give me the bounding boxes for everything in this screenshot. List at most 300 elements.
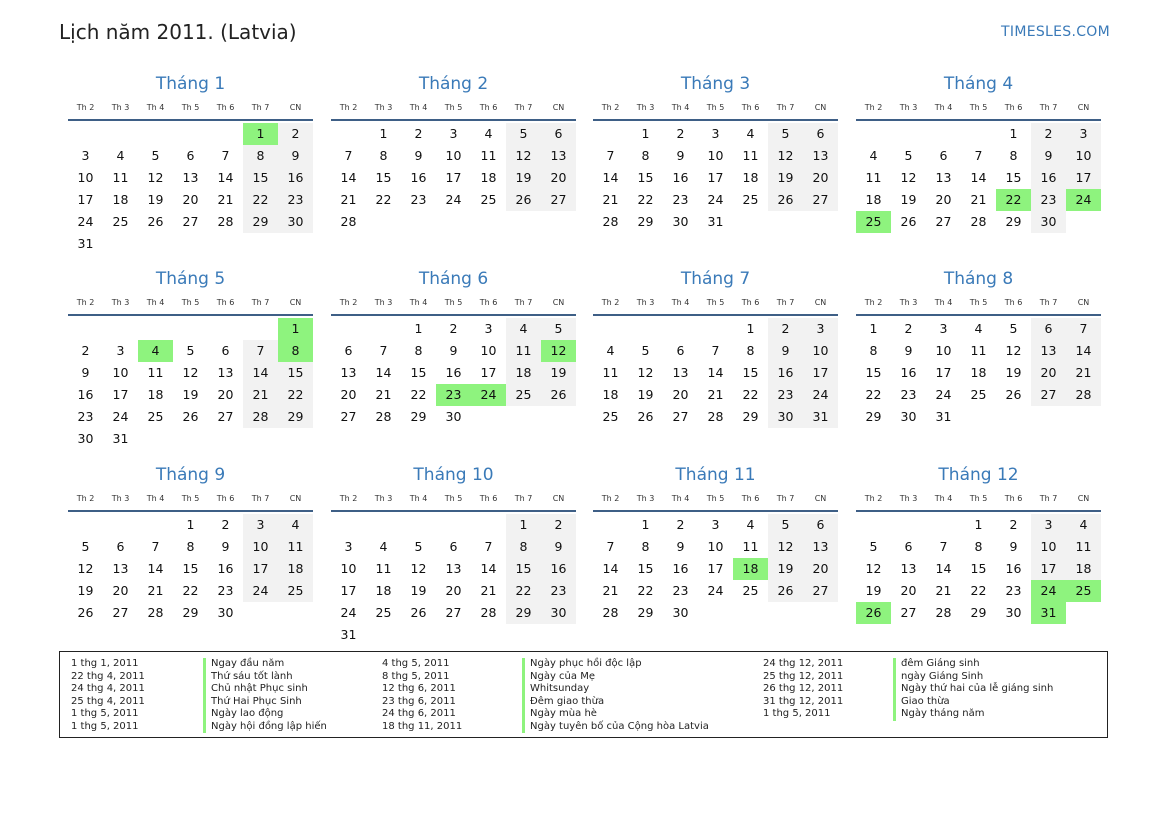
day-cell: 18 (865, 192, 882, 207)
day-cell: 5 (904, 148, 913, 163)
day-cell: 13 (182, 170, 199, 185)
weekday-label: Th 3 (374, 298, 393, 307)
day-cell: 10 (707, 539, 724, 554)
day-cell: 6 (449, 539, 458, 554)
day-cell: 23 (77, 409, 94, 424)
weekday-label: Th 4 (934, 103, 953, 112)
day-cell: 15 (637, 561, 654, 576)
month-1 (68, 72, 313, 255)
month-5 (68, 267, 313, 450)
empty-cell (926, 514, 961, 536)
day-cell: 9 (904, 343, 913, 358)
day-cell: 12 (147, 170, 164, 185)
day-cell: 28 (340, 214, 357, 229)
day-cell: 4 (974, 321, 983, 336)
day-cell: 23 (672, 192, 689, 207)
day-cell: 21 (243, 384, 278, 406)
day-cell: 6 (221, 343, 230, 358)
holiday-day-cell: 24 (1066, 189, 1101, 211)
day-cell: 21 (340, 192, 357, 207)
day-cell: 10 (445, 148, 462, 163)
empty-cell (401, 514, 436, 536)
weekday-label: Th 4 (934, 298, 953, 307)
day-cell: 17 (1031, 558, 1066, 580)
day-cell: 2 (1031, 123, 1066, 145)
day-cell: 30 (1005, 605, 1022, 620)
day-cell: 18 (970, 365, 987, 380)
day-cell: 30 (900, 409, 917, 424)
day-cell: 21 (935, 583, 952, 598)
day-cell: 1 (641, 126, 650, 141)
day-cell: 8 (1009, 148, 1018, 163)
weekday-label: Th 3 (899, 103, 918, 112)
day-cell: 14 (340, 170, 357, 185)
legend-holiday-name: Whitsunday (522, 683, 709, 696)
day-cell: 21 (147, 583, 164, 598)
day-cell: 22 (970, 583, 987, 598)
day-cell: 26 (900, 214, 917, 229)
day-cell: 28 (707, 409, 724, 424)
day-cell: 12 (506, 145, 541, 167)
day-cell: 2 (81, 343, 90, 358)
day-cell: 5 (186, 343, 195, 358)
day-cell: 4 (506, 318, 541, 340)
day-cell: 4 (379, 539, 388, 554)
day-cell: 24 (935, 387, 952, 402)
day-cell: 22 (410, 387, 427, 402)
day-cell: 17 (935, 365, 952, 380)
legend-names-col-3 (893, 658, 1053, 721)
legend-holiday-date: 24 thg 12, 2011 (763, 658, 844, 669)
day-cell: 18 (112, 192, 129, 207)
day-cell: 6 (803, 123, 838, 145)
day-cell: 9 (676, 539, 685, 554)
holiday-day-cell: 25 (1066, 580, 1101, 602)
weekday-header (68, 291, 313, 316)
day-cell: 12 (865, 561, 882, 576)
empty-cell (593, 318, 628, 340)
weekday-header (331, 96, 576, 121)
day-cell: 7 (344, 148, 353, 163)
day-cell: 30 (217, 605, 234, 620)
legend-holiday-date: 18 thg 11, 2011 (382, 720, 463, 732)
weekday-label: Th 5 (969, 494, 988, 503)
day-cell: 19 (182, 387, 199, 402)
weekday-label: Th 5 (181, 103, 200, 112)
month-7 (593, 267, 838, 428)
weekday-header (68, 96, 313, 121)
weekday-header (593, 291, 838, 316)
day-cell: 24 (445, 192, 462, 207)
day-cell: 11 (375, 561, 392, 576)
day-cell: 8 (746, 343, 755, 358)
day-cell: 8 (186, 539, 195, 554)
day-cell: 19 (1005, 365, 1022, 380)
day-cell: 11 (742, 539, 759, 554)
weekday-label: Th 3 (111, 494, 130, 503)
legend-holiday-name: Ngày lao động (203, 708, 327, 721)
empty-cell (891, 123, 926, 145)
day-cell: 28 (243, 406, 278, 428)
day-cell: 16 (77, 387, 94, 402)
day-cell: 13 (672, 365, 689, 380)
empty-cell (68, 318, 103, 340)
weekday-label: Th 4 (671, 103, 690, 112)
day-cell: 8 (243, 145, 278, 167)
weekday-label: Th 4 (146, 103, 165, 112)
day-cell: 26 (637, 409, 654, 424)
day-cell: 27 (182, 214, 199, 229)
month-title: Tháng 3 (680, 74, 751, 94)
empty-cell (856, 123, 891, 145)
weekday-label: Th 2 (864, 103, 883, 112)
weekday-label: Th 7 (776, 103, 795, 112)
day-cell: 3 (711, 126, 720, 141)
weekday-label: Th 5 (181, 494, 200, 503)
day-cell: 31 (707, 214, 724, 229)
legend-holiday-name: Ngày tháng năm (893, 708, 1053, 721)
day-cell: 6 (904, 539, 913, 554)
day-cell: 29 (278, 406, 313, 428)
weekday-label: CN (552, 103, 565, 112)
day-grid (593, 123, 838, 233)
day-cell: 21 (602, 583, 619, 598)
day-cell: 17 (707, 561, 724, 576)
day-cell: 17 (112, 387, 129, 402)
day-cell: 20 (803, 558, 838, 580)
empty-cell (68, 123, 103, 145)
day-cell: 7 (243, 340, 278, 362)
day-cell: 5 (768, 123, 803, 145)
weekday-label: Th 6 (741, 494, 760, 503)
legend-holiday-name: Ngày thứ hai của lễ giáng sinh (893, 683, 1053, 696)
empty-cell (663, 318, 698, 340)
month-10 (331, 463, 576, 646)
day-cell: 16 (768, 362, 803, 384)
day-cell: 1 (974, 517, 983, 532)
weekday-label: Th 6 (216, 494, 235, 503)
day-cell: 9 (414, 148, 423, 163)
day-cell: 2 (541, 514, 576, 536)
day-cell: 14 (602, 170, 619, 185)
empty-cell (173, 123, 208, 145)
day-cell: 13 (112, 561, 129, 576)
day-cell: 10 (480, 343, 497, 358)
day-cell: 14 (602, 561, 619, 576)
day-cell: 19 (506, 167, 541, 189)
day-cell: 22 (243, 189, 278, 211)
day-cell: 2 (414, 126, 423, 141)
day-cell: 2 (278, 123, 313, 145)
day-cell: 6 (1031, 318, 1066, 340)
day-cell: 15 (182, 561, 199, 576)
day-cell: 2 (768, 318, 803, 340)
empty-cell (471, 514, 506, 536)
weekday-label: CN (814, 103, 827, 112)
day-cell: 12 (77, 561, 94, 576)
day-cell: 6 (186, 148, 195, 163)
legend-dates-col-1 (71, 658, 145, 733)
day-cell: 12 (410, 561, 427, 576)
legend-holiday-date: 4 thg 5, 2011 (382, 658, 450, 669)
weekday-header (856, 291, 1101, 316)
empty-cell (68, 514, 103, 536)
day-cell: 4 (116, 148, 125, 163)
holiday-day-cell: 23 (436, 384, 471, 406)
holiday-day-cell: 24 (1031, 580, 1066, 602)
day-cell: 23 (1031, 189, 1066, 211)
day-cell: 11 (480, 148, 497, 163)
empty-cell (243, 318, 278, 340)
empty-cell (208, 318, 243, 340)
day-cell: 5 (151, 148, 160, 163)
day-cell: 10 (112, 365, 129, 380)
day-cell: 22 (742, 387, 759, 402)
weekday-label: CN (289, 494, 302, 503)
day-cell: 8 (869, 343, 878, 358)
day-cell: 12 (637, 365, 654, 380)
day-cell: 29 (637, 605, 654, 620)
month-title: Tháng 7 (680, 269, 751, 289)
day-cell: 5 (541, 318, 576, 340)
month-title: Tháng 2 (418, 74, 489, 94)
day-cell: 16 (278, 167, 313, 189)
empty-cell (366, 514, 401, 536)
day-cell: 5 (81, 539, 90, 554)
day-cell: 11 (506, 340, 541, 362)
day-cell: 6 (939, 148, 948, 163)
site-link[interactable]: TIMESLES.COM (1001, 24, 1110, 40)
weekday-label: Th 3 (374, 494, 393, 503)
day-cell: 7 (939, 539, 948, 554)
day-grid (856, 123, 1101, 233)
day-cell: 30 (672, 214, 689, 229)
day-cell: 16 (1031, 167, 1066, 189)
day-grid (593, 318, 838, 428)
day-cell: 13 (803, 536, 838, 558)
weekday-label: Th 3 (636, 103, 655, 112)
day-cell: 13 (445, 561, 462, 576)
day-cell: 11 (602, 365, 619, 380)
empty-cell (331, 514, 366, 536)
month-title: Tháng 10 (413, 465, 494, 485)
holiday-day-cell: 8 (278, 340, 313, 362)
legend-holiday-date: 22 thg 4, 2011 (71, 670, 145, 682)
month-title: Tháng 8 (943, 269, 1014, 289)
empty-cell (208, 123, 243, 145)
day-cell: 12 (768, 145, 803, 167)
day-cell: 12 (182, 365, 199, 380)
day-cell: 9 (676, 148, 685, 163)
month-title: Tháng 11 (675, 465, 756, 485)
weekday-label: Th 4 (409, 298, 428, 307)
day-cell: 22 (865, 387, 882, 402)
weekday-label: Th 6 (479, 494, 498, 503)
legend-holiday-date: 1 thg 5, 2011 (763, 708, 831, 719)
weekday-header (856, 96, 1101, 121)
month-title: Tháng 9 (155, 465, 226, 485)
day-cell: 30 (541, 602, 576, 624)
weekday-label: Th 4 (409, 103, 428, 112)
day-cell: 20 (217, 387, 234, 402)
day-cell: 31 (803, 406, 838, 428)
day-cell: 23 (278, 189, 313, 211)
legend-holiday-date: 1 thg 5, 2011 (71, 720, 139, 732)
day-cell: 16 (672, 170, 689, 185)
legend-holiday-name: đêm Giáng sinh (893, 658, 1053, 671)
weekday-label: Th 5 (706, 103, 725, 112)
day-cell: 24 (707, 583, 724, 598)
day-cell: 13 (900, 561, 917, 576)
weekday-label: Th 2 (76, 298, 95, 307)
day-cell: 20 (340, 387, 357, 402)
day-cell: 30 (672, 605, 689, 620)
day-grid (68, 514, 313, 624)
day-cell: 27 (803, 189, 838, 211)
legend-holiday-date: 1 thg 1, 2011 (71, 658, 139, 669)
day-cell: 2 (904, 321, 913, 336)
day-cell: 17 (77, 192, 94, 207)
month-11 (593, 463, 838, 624)
day-cell: 31 (340, 627, 357, 642)
empty-cell (103, 318, 138, 340)
weekday-label: Th 2 (339, 494, 358, 503)
day-cell: 26 (768, 189, 803, 211)
day-cell: 3 (939, 321, 948, 336)
day-cell: 28 (217, 214, 234, 229)
day-cell: 30 (77, 431, 94, 446)
day-cell: 28 (935, 605, 952, 620)
day-cell: 21 (480, 583, 497, 598)
holiday-day-cell: 22 (996, 189, 1031, 211)
day-cell: 26 (506, 189, 541, 211)
day-cell: 29 (410, 409, 427, 424)
day-cell: 8 (379, 148, 388, 163)
day-cell: 6 (803, 514, 838, 536)
day-cell: 30 (278, 211, 313, 233)
day-cell: 4 (869, 148, 878, 163)
weekday-label: CN (814, 298, 827, 307)
day-cell: 15 (865, 365, 882, 380)
day-cell: 29 (1005, 214, 1022, 229)
weekday-label: CN (552, 494, 565, 503)
empty-cell (961, 123, 996, 145)
day-cell: 15 (637, 170, 654, 185)
day-cell: 30 (768, 406, 803, 428)
day-cell: 27 (1031, 384, 1066, 406)
day-cell: 1 (379, 126, 388, 141)
legend-holiday-name: Ngày phục hồi độc lập (522, 658, 709, 671)
day-cell: 19 (77, 583, 94, 598)
day-cell: 3 (243, 514, 278, 536)
empty-cell (926, 123, 961, 145)
day-cell: 24 (803, 384, 838, 406)
month-6 (331, 267, 576, 428)
day-cell: 25 (506, 384, 541, 406)
month-title: Tháng 5 (155, 269, 226, 289)
weekday-label: Th 7 (514, 298, 533, 307)
holiday-day-cell: 25 (856, 211, 891, 233)
day-cell: 10 (707, 148, 724, 163)
empty-cell (856, 514, 891, 536)
day-cell: 20 (935, 192, 952, 207)
page-title: Lịch năm 2011. (Latvia) (59, 20, 297, 44)
day-cell: 26 (77, 605, 94, 620)
day-cell: 18 (375, 583, 392, 598)
day-cell: 29 (506, 602, 541, 624)
day-cell: 10 (1031, 536, 1066, 558)
day-cell: 6 (344, 343, 353, 358)
day-cell: 22 (506, 580, 541, 602)
day-cell: 19 (637, 387, 654, 402)
day-cell: 2 (449, 321, 458, 336)
holiday-day-cell: 1 (278, 318, 313, 340)
day-cell: 7 (606, 539, 615, 554)
day-cell: 5 (641, 343, 650, 358)
day-cell: 28 (970, 214, 987, 229)
weekday-label: Th 5 (969, 103, 988, 112)
day-cell: 18 (147, 387, 164, 402)
day-cell: 15 (375, 170, 392, 185)
empty-cell (173, 318, 208, 340)
day-cell: 18 (480, 170, 497, 185)
empty-cell (366, 318, 401, 340)
day-cell: 21 (707, 387, 724, 402)
day-cell: 29 (182, 605, 199, 620)
day-cell: 28 (375, 409, 392, 424)
weekday-label: Th 2 (601, 494, 620, 503)
weekday-header (331, 487, 576, 512)
day-cell: 27 (445, 605, 462, 620)
legend-holiday-date: 24 thg 6, 2011 (382, 708, 456, 719)
weekday-label: Th 4 (671, 494, 690, 503)
day-cell: 16 (1005, 561, 1022, 576)
day-cell: 28 (147, 605, 164, 620)
day-cell: 21 (602, 192, 619, 207)
day-cell: 27 (217, 409, 234, 424)
day-cell: 4 (606, 343, 615, 358)
holiday-day-cell: 12 (541, 340, 576, 362)
legend-holiday-name: Đêm giao thừa (522, 696, 709, 709)
day-cell: 7 (151, 539, 160, 554)
day-cell: 14 (147, 561, 164, 576)
day-cell: 2 (676, 126, 685, 141)
day-cell: 24 (77, 214, 94, 229)
day-cell: 29 (865, 409, 882, 424)
day-cell: 7 (221, 148, 230, 163)
day-cell: 8 (641, 539, 650, 554)
day-cell: 28 (602, 605, 619, 620)
day-cell: 1 (1009, 126, 1018, 141)
day-cell: 17 (480, 365, 497, 380)
day-cell: 11 (742, 148, 759, 163)
day-cell: 15 (970, 561, 987, 576)
day-grid (331, 123, 576, 233)
day-cell: 4 (746, 126, 755, 141)
month-4 (856, 72, 1101, 233)
day-cell: 19 (900, 192, 917, 207)
month-title: Tháng 6 (418, 269, 489, 289)
weekday-label: Th 3 (636, 298, 655, 307)
empty-cell (698, 318, 733, 340)
month-9 (68, 463, 313, 624)
day-cell: 3 (803, 318, 838, 340)
day-cell: 19 (147, 192, 164, 207)
legend-holiday-date: 23 thg 6, 2011 (382, 695, 456, 707)
month-title: Tháng 12 (938, 465, 1019, 485)
weekday-label: Th 6 (216, 103, 235, 112)
legend-dates-col-2 (382, 658, 462, 733)
